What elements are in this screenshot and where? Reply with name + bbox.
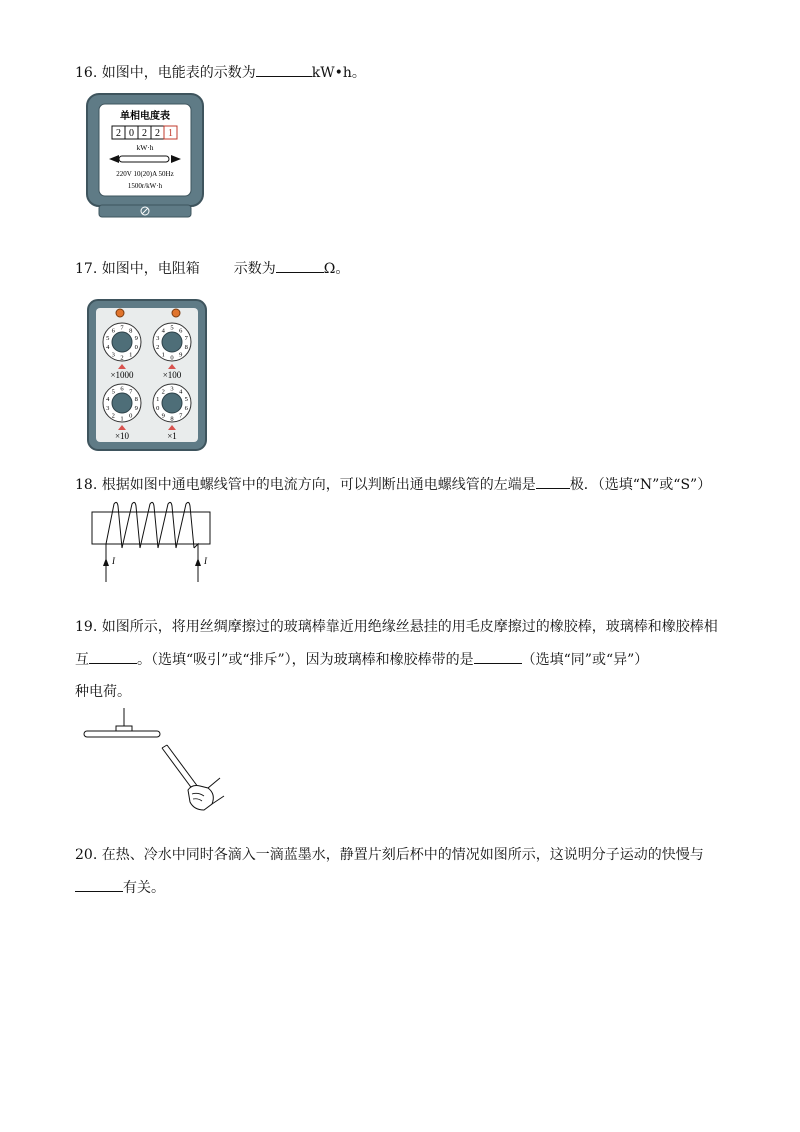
question-19-line2 [75, 649, 648, 670]
dial-knob[interactable] [112, 332, 132, 352]
q16-unit: kW•h。 [311, 65, 366, 81]
question-19-line3 [75, 682, 131, 702]
dial-number: 5 [106, 334, 110, 342]
dial-number: 9 [134, 405, 138, 413]
question-20 [75, 845, 704, 865]
dial-label: ×1 [167, 431, 177, 441]
dial-number: 6 [184, 405, 188, 413]
dial-number: 6 [179, 327, 183, 335]
dial-number: 4 [161, 327, 165, 335]
current-label: I [112, 556, 115, 566]
q19-text: 互 [75, 652, 89, 668]
q18-options: 极．（选填“N”或“S”） [569, 477, 712, 493]
dial-label: ×10 [114, 431, 130, 441]
dial-number: 9 [134, 334, 138, 342]
answer-blank[interactable] [75, 877, 123, 892]
dial-number: 1 [156, 395, 160, 403]
meter-digit: 2 [142, 128, 147, 139]
dial-number: 1 [161, 351, 165, 359]
dial-number: 0 [156, 405, 160, 413]
dial-knob[interactable] [112, 393, 132, 413]
dial-number: 2 [161, 388, 165, 396]
q19-text: 种电荷。 [75, 684, 131, 700]
q20-text: 有关。 [123, 880, 165, 896]
q17-unit: Ω。 [323, 261, 350, 277]
dial-number: 3 [170, 385, 174, 393]
q20-line1: 20. 在热、冷水中同时各滴入一滴蓝墨水，静置片刻后杯中的情况如图所示，这说明分子运动的快慢与 [75, 847, 704, 863]
dial-label: ×100 [162, 370, 182, 380]
q17-middle: 示数为 [233, 261, 276, 277]
current-arrow-icon [103, 558, 109, 566]
hand-icon [188, 786, 213, 811]
dial-number: 4 [106, 395, 110, 403]
dial-number: 0 [170, 354, 174, 362]
dial-number: 2 [111, 412, 115, 420]
meter-digits [112, 126, 177, 139]
dial-number: 4 [179, 388, 183, 396]
dial-number: 8 [184, 344, 188, 352]
answer-blank[interactable] [89, 649, 137, 664]
dial-number: 6 [111, 327, 115, 335]
meter-spec-constant: 1500r/kW·h [127, 182, 163, 190]
rubber-rod [84, 731, 160, 737]
energy-meter-figure [85, 92, 207, 220]
dial-knob[interactable] [162, 332, 182, 352]
dial-number: 3 [106, 405, 110, 413]
dial-number: 2 [156, 344, 160, 352]
q19-text: （选填“同”或“异”） [521, 652, 649, 668]
q16-text: 16. 如图中，电能表的示数为 [75, 65, 256, 81]
answer-blank[interactable] [256, 62, 312, 77]
dial-number: 7 [120, 324, 124, 332]
meter-digit: 2 [116, 128, 121, 139]
dial-number: 5 [111, 388, 115, 396]
current-arrow-icon [195, 558, 201, 566]
question-20-line2 [75, 877, 165, 898]
dial-number: 7 [179, 412, 183, 420]
dial-number: 9 [161, 412, 165, 420]
meter-unit: kW·h [136, 143, 154, 152]
dial-number: 4 [106, 344, 110, 352]
q17-text: 17. 如图中，电阻箱 [75, 261, 200, 277]
dial-number: 1 [120, 415, 124, 423]
current-label: I [204, 556, 207, 566]
meter-title: 单相电度表 [120, 111, 170, 122]
charged-rods-figure [80, 706, 230, 816]
dial-label: ×1000 [110, 370, 134, 380]
meter-decimal-digit: 1 [168, 128, 173, 139]
dial-number: 5 [184, 395, 188, 403]
terminal-icon [116, 309, 124, 317]
answer-blank[interactable] [474, 649, 522, 664]
dial-number: 5 [170, 324, 174, 332]
dial-number: 9 [179, 351, 183, 359]
answer-blank[interactable] [276, 258, 324, 273]
dial-number: 2 [120, 354, 124, 362]
dial-number: 8 [170, 415, 174, 423]
q19-text: 。（选填“吸引”或“排斥”），因为玻璃棒和橡胶棒带的是 [137, 652, 474, 668]
meter-digit: 2 [155, 128, 160, 139]
q19-line1: 19. 如图所示，将用丝绸摩擦过的玻璃棒靠近用绝缘丝悬挂的用毛皮摩擦过的橡胶棒，玻璃棒和橡胶棒相 [75, 619, 718, 635]
solenoid-figure [88, 500, 218, 590]
dial-number: 3 [156, 334, 160, 342]
question-19 [75, 617, 718, 637]
meter-digit: 0 [129, 128, 134, 139]
question-17 [75, 258, 349, 279]
dial-number: 3 [111, 351, 115, 359]
dial-number: 0 [129, 412, 133, 420]
dial-number: 0 [134, 344, 138, 352]
meter-spec-rating: 220V 10(20)A 50Hz [116, 170, 174, 178]
dial-number: 8 [129, 327, 133, 335]
dial-number: 7 [184, 334, 188, 342]
dial-number: 1 [129, 351, 133, 359]
answer-blank[interactable] [536, 474, 570, 489]
terminal-icon [172, 309, 180, 317]
dial-number: 6 [120, 385, 124, 393]
question-16 [75, 62, 366, 83]
resistance-box-figure [86, 298, 210, 454]
question-18 [75, 474, 711, 495]
dial-knob[interactable] [162, 393, 182, 413]
dial-number: 8 [134, 395, 138, 403]
q18-text: 18. 根据如图中通电螺线管中的电流方向，可以判断出通电螺线管的左端是 [75, 477, 536, 493]
dial-number: 7 [129, 388, 133, 396]
